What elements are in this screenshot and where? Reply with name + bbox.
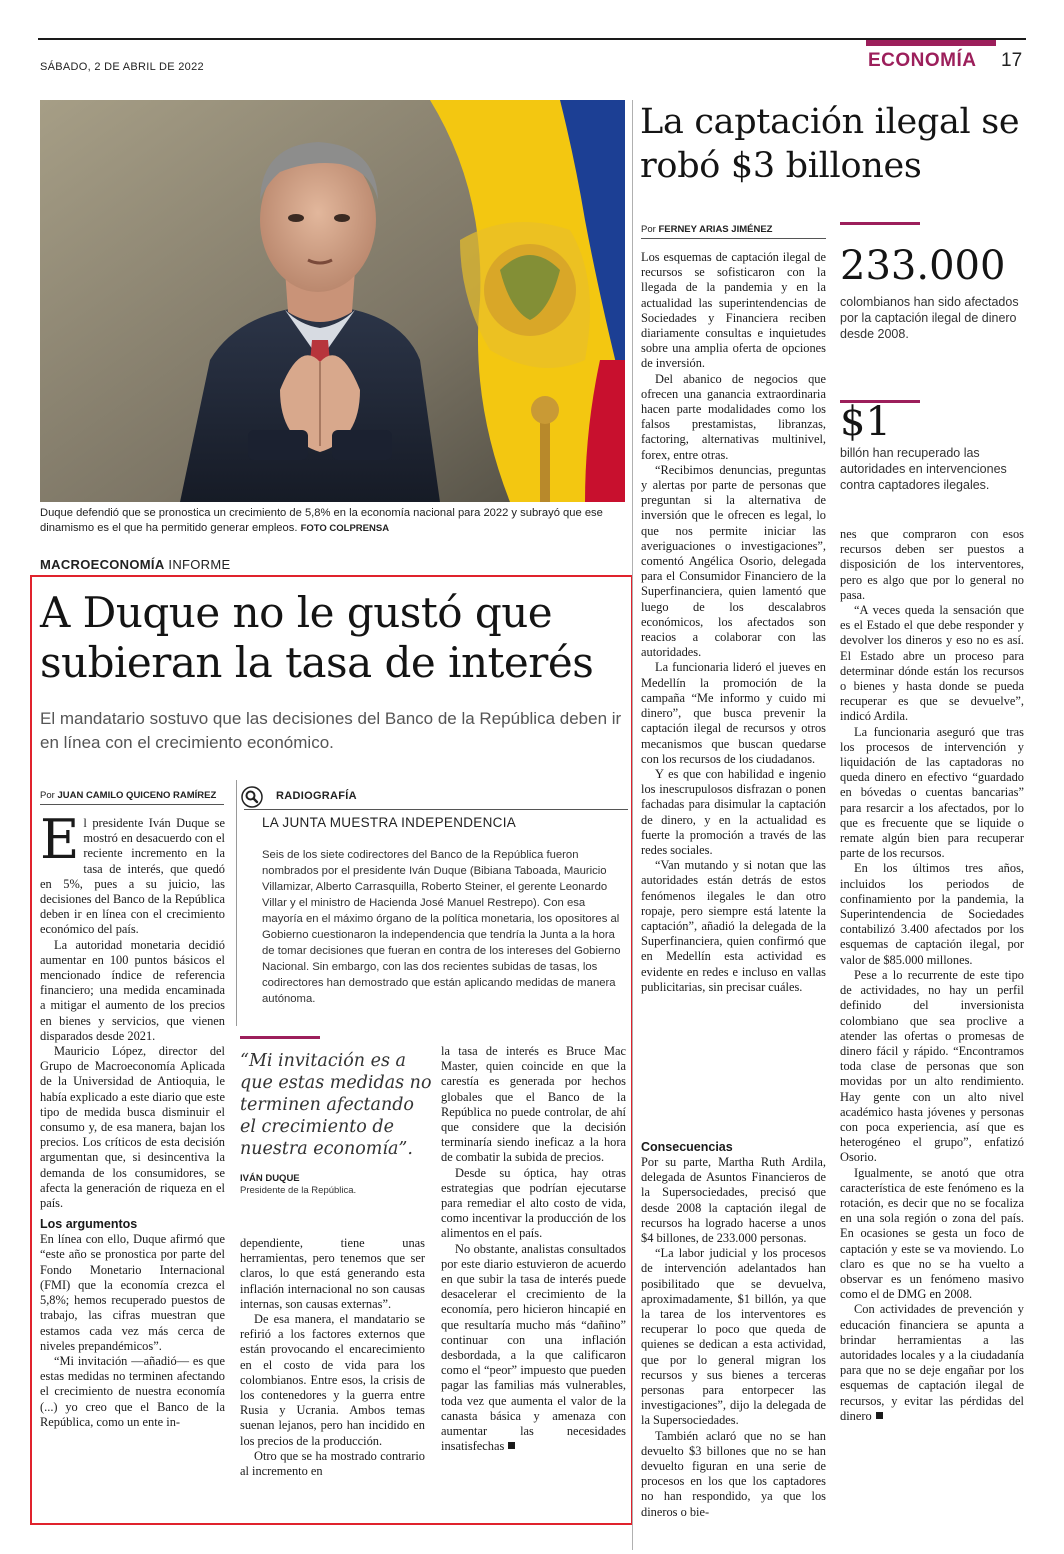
end-mark [876,1412,883,1419]
paragraph: “Mi invitación —añadió— es que estas medidas no terminen afectando el crecimiento de nuestra economía (...) yo creo que el Banco de la República, como un ente in- [40,1353,225,1429]
caption-text: Duque defendió que se pronostica un crecimiento de 5,8% en la economía nacional para 2022 y subrayó que ese dinamismo es el que ha permitido generar empleos. [40,507,603,534]
paragraph: En los últimos tres años, incluidos los periodos de confinamiento por la pandemia, la Superintendencia de Sociedades contabilizó 3.400 afectados por los esquemas de captación ilegal, por valor de $85.000 millones. [840,861,1024,967]
article-deck: El mandatario sostuvo que las decisiones del Banco de la República deben ir en línea con el crecimiento económico. [40,709,622,752]
paragraph: En línea con ello, Duque afirmó que “este año se pronostica por parte del Fondo Monetario Internacional (FMI) que la economía crezca el 5,8%; hemos recuperado puestos de trabajo, las cifras muestran que estamos cada vez más cerca de niveles prepandémicos”. [40,1232,225,1353]
issue-date: SÁBADO, 2 DE ABRIL DE 2022 [40,61,204,73]
paragraph: Del abanico de negocios que ofrecen una ganancia extraordinaria hacen parte modalidades como los falsos prestamistas, libranzas, factoring, alternativas multinivel, forex, entre otras. [641,371,826,462]
photo-caption [40,506,625,536]
stat-description-victims: colombianos han sido afectados por la captación ilegal de dinero desde 2008. [840,295,1019,341]
paragraph: La funcionaria aseguró que tras los procesos de intervención y liquidación de las captadoras no queda dinero en efectivo “guardado en bóvedas o cuentas bancarias” para resarcir a los afectados, por lo que es frecuente que se liquide o remate algún bien para recuperar parte de los recursos. [840,724,1024,861]
paragraph: “Recibimos denuncias, preguntas y alertas por parte de personas que preguntan si la alternativa de inversión que le ofrecen es legal, lo que nos permite iniciar las averiguaciones o investigaciones”, comentó Angélica Osorio, delegada para el Consumidor Financiero de la Superfinanciera, quien lamentó que luego de los descalabros económicos, los afectados son reacios a colaborar con las autoridades. [641,462,826,660]
paragraph: “Van mutando y si notan que las autoridades están detrás de estos fenómenos ilegales le dan otro ropaje, pero siempre está latente la captación”, añadió la delegada de la Superfinanciera, quien confirmó que en Medellín esta actividad es evidente en redes e incluso en vallas publicitarias, sin precisar cuáles. [641,858,826,994]
paragraph: Y es que con habilidad e ingenio los inescrupulosos disfrazan o ponen fachadas para disimular la captación de dinero, y en la actualidad es fuerte la promoción a través de las redes sociales. [641,766,826,857]
paragraph: nes que compraron con esos recursos deben ser puestos a disposición de los interventores, pero es algo que por lo general no pasa. [840,527,1024,602]
stat-value-recovered: $1 [840,399,891,445]
paragraph: la tasa de interés es Bruce Mac Master, quien coincide en que la carestía es generada por hechos globales que el Banco de la República no puede controlar, de ahí que considere que la decisión terminaría siendo ineficaz a la hora de combatir la subida de precios. [441,1044,626,1165]
kicker-type: INFORME [164,557,231,572]
paragraph: La funcionaria lideró el jueves en Medellín la promoción de la campaña “Me informo y cuido mi dinero”, que busca prevenir la captación ilegal de recursos y otros mecanismos que buscan quedarse con los recursos de los ciudadanos. [641,660,826,766]
paragraph: Igualmente, se anotó que otra característica de este fenómeno es la rotación, es decir que no se focaliza en una sola región o zona del país. En ocasiones se gesta un foco de captación y este se va moviendo. Lo claro es que no se ha vuelto a observar es un fenómeno masivo como el de DMG en 2008. [840,1165,1024,1302]
byline-rule [40,804,224,805]
paragraph: No obstante, analistas consultados por este diario estuvieron de acuerdo en que subir la tasa de interés puede desacelerar el crecimiento de la economía, pero hicieron hincapié en que resultaría mucho más “dañino” continuar con una inflación desbordada, a la que calificaron como el “peor” impuesto que pueden pagar las familias más vulnerables, toda vez que aumenta el valor de la canasta básica y amenaza con aumentar las necesidades insatisfechas [441,1241,626,1454]
quote-rule [240,1036,320,1039]
article-column-1 [40,808,225,1430]
column-divider [632,100,633,1550]
byline-author: FERNEY ARIAS JIMÉNEZ [658,224,773,235]
photo-credit: FOTO COLPRENSA [300,523,390,534]
paragraph: Los esquemas de captación ilegal de recursos se sofisticaron con la llegada de la pandemia y en la actualidad las superintendencias de Sociedades y Financiera reciben diariamente consultas e inquietudes sobre una amplia oferta de opciones de inversión. [641,250,826,371]
news-photo [40,100,625,502]
article-kicker [40,557,230,572]
paragraph: Por su parte, Martha Ruth Ardila, delegada de Asuntos Financieros de la Supersociedades, precisó que desde 2008 la captación ilegal de recursos ha logrado hacerse a unos $4 billones, de 233.000 personas. [641,1155,826,1246]
paragraph: l presidente Iván Duque se mostró en desacuerdo con el reciente incremento en la tasa de interés, que quedó en 5%, pues a su juicio, las decisiones del Banco de la República deben ir en línea con el crecimiento económico del país. [40,816,225,937]
paragraph: También aclaró que no se han devuelto $3 billones que no se han devuelto figuran en una serie de procesos en los que los captadores no han respondido, ya que los dineros o bie- [641,1428,826,1519]
paragraph: “A veces queda la sensación que es el Estado el que debe responder y devolver los dineros y eso no es así. El Estado abre un proceso para determinar dónde están los recursos o bienes y hasta donde se pueda recuperar es que se devuelve”, indicó Ardila. [840,603,1024,724]
side-article-headline: La captación ilegal se robó $3 billones [640,102,1020,186]
subheading: Los argumentos [40,1217,138,1232]
drop-cap: E [40,808,80,871]
kicker-topic: MACROECONOMÍA [40,557,165,572]
side-article-byline [641,224,772,235]
pull-quote: “Mi invitación es a que estas medidas no terminen afectando el crecimiento de nuestra economía”. [240,1051,432,1159]
stat-value-victims: 233.000 [840,243,1006,289]
paragraph: “La labor judicial y los procesos de intervención adelantados han posibilitado que se devuelva, aproximadamente, $1 billón, ya que la tarea de los interventores es recuperar lo poco que queda de quienes se dedican a esta actividad, que por lo general migran los recursos y sus bienes a terceras personas para entorpecer las investigaciones”, dijo la delegada de la Supersociedades. [641,1246,826,1428]
paragraph: La autoridad monetaria decidió aumentar en 100 puntos básicos el mencionado índice de referencia financiero; una medida encaminada a mitigar el aumento de los precios en bienes y servicios, que vienen disparados desde 2021. [40,937,225,1043]
quote-author-role: Presidente de la República. [240,1185,357,1196]
article-byline [40,790,216,801]
section-name: ECONOMÍA [868,50,977,71]
stat-rule [840,222,920,225]
byline-rule [641,238,826,239]
magnifier-icon [241,786,263,808]
article-headline: A Duque no le gustó que subieran la tasa de interés [40,588,594,687]
paragraph: Mauricio López, director del Grupo de Macroeconomía Aplicada de la Universidad de Antioquia, le había explicado a este diario que este tipo de medida busca disminuir el consumo y, de esa manera, bajan los precios. Los críticos de esta decisión argumentan que, si desincentiva la demanda de los consumidores, se afecta la generación de riqueza en el país. [40,1044,225,1211]
byline-author: JUAN CAMILO QUICENO RAMÍREZ [57,790,217,801]
paragraph: De esa manera, el mandatario se refirió a los factores externos que están provocando el encarecimiento en el costo de vida para los colombianos. Entre esos, la crisis de los contenedores y la guerra entre Rusia y Ucrania. Ambos temas suenan lejanos, pero han incidido en los precios de la producción. [240,1312,425,1448]
byline-prefix: Por [641,224,659,235]
paragraph: Desde su óptica, hay otras estrategias que podrían ejecutarse para remediar el alto costo de vida, como incentivar la producción de los alimentos en el país. [441,1165,626,1241]
article-column-2 [240,1236,425,1479]
paragraph: dependiente, tiene unas herramientas, pero tenemos que ser claros, lo que está generando esta inflación internacional no son causas internas, son causas externas”. [240,1236,425,1311]
paragraph: Pese a lo recurrente de este tipo de actividades, no hay un perfil definido del inversionista colombiano que sea proclive a atender las ofertas o promesas de dinero fácil y rápido. “Encontramos toda clase de personas que son movidas por un alto rendimiento. Hay gente con un alto nivel académico hasta jóvenes y personas con poca experiencia, así que es heterogéneo el grupo”, enfatizó Osorio. [840,967,1024,1165]
paragraph: Otro que se ha mostrado contrario al incremento en [240,1448,425,1479]
page-number: 17 [1001,50,1023,71]
subheading: Consecuencias [641,1140,733,1154]
side-column-2 [641,1140,826,1520]
sidebar-rule [236,780,237,1026]
end-mark [508,1442,515,1449]
section-tab [866,40,996,46]
photo-illustration [40,100,625,502]
sidebar-body: Seis de los siete codirectores del Banco de la República fueron nombrados por el presidente Iván Duque (Bibiana Taboada, Mauricio Villamizar, Alberto Carrasquilla, Roberto Steiner, el gerente Leonardo Villar y el ministro de Hacienda José Manuel Restrepo). Con esa mayoría en el máximo órgano de la política monetaria, los opositores al Gobierno cuestionaron la independencia que tendría la Junta a la hora de tomar decisiones que fueran en contra de los intereses del Gobierno Nacional. Sin embargo, con las dos recientes subidas de tasas, los codirectores han demostrado que están aplicando medidas de manera autónoma. [262,849,621,1005]
sidebar-title-rule [244,809,628,810]
article-column-3 [441,1044,626,1454]
side-column-3 [840,527,1024,1424]
side-column-1 [641,250,826,995]
quote-author: IVÁN DUQUE [240,1173,300,1184]
sidebar-label: RADIOGRAFÍA [276,790,357,802]
byline-prefix: Por [40,790,58,801]
paragraph: Con actividades de prevención y educación financiera se apunta a brindar herramientas a las autoridades locales y a la ciudadanía para que no se deje engañar por los esquemas de captación ilegal de recursos, y evitar las pérdidas del dinero [840,1302,1024,1423]
sidebar-title: LA JUNTA MUESTRA INDEPENDENCIA [262,815,517,830]
stat-description-recovered: billón han recuperado las autoridades en intervenciones contra captadores ilegales. [840,446,1007,492]
